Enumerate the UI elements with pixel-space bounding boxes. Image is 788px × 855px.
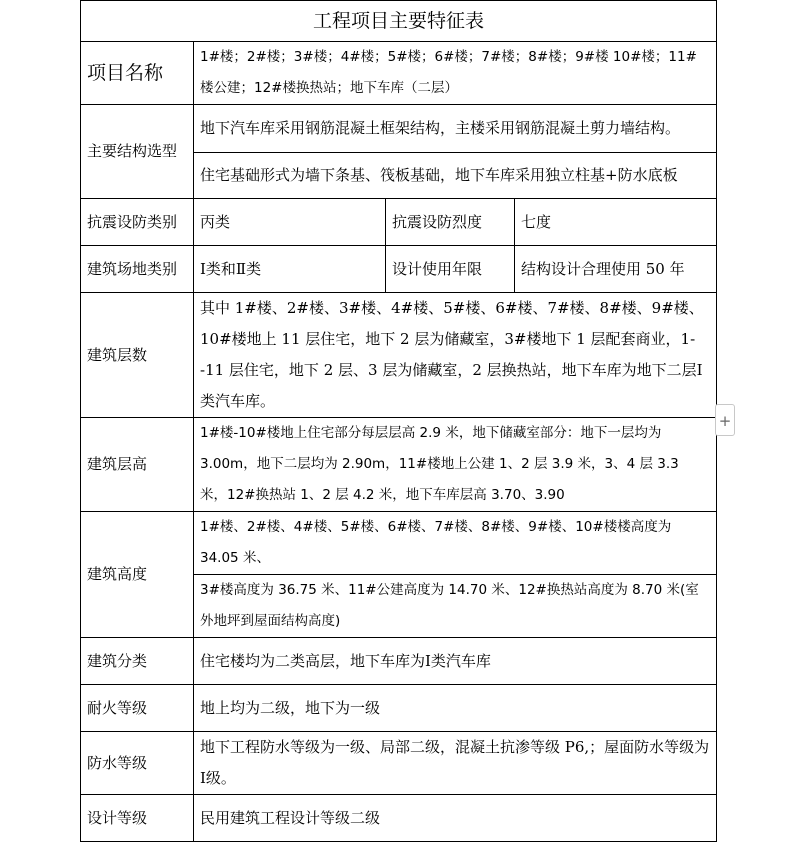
value-design-grade: 民用建筑工程设计等级二级 xyxy=(194,795,717,842)
value-floors: 其中 1#楼、2#楼、3#楼、4#楼、5#楼、6#楼、7#楼、8#楼、9#楼、10#楼地上 11 层住宅，地下 2 层为储藏室，3#楼地下 1 层配套商业，1--11 层住宅，地下 2 层、3 层为储藏室，2 层换热站，地下车库为地下二层Ⅰ类汽车库。 xyxy=(194,293,717,418)
label-seismic-intensity: 抗震设防烈度 xyxy=(386,199,515,246)
label-floors: 建筑层数 xyxy=(81,293,194,418)
label-seismic-category: 抗震设防类别 xyxy=(81,199,194,246)
label-building-height: 建筑高度 xyxy=(81,512,194,638)
label-fire-rating: 耐火等级 xyxy=(81,685,194,732)
value-structure-1: 地下汽车库采用钢筋混凝土框架结构，主楼采用钢筋混凝土剪力墙结构。 xyxy=(194,105,717,153)
label-service-life: 设计使用年限 xyxy=(386,246,515,293)
label-design-grade: 设计等级 xyxy=(81,795,194,842)
label-waterproof-rating: 防水等级 xyxy=(81,732,194,795)
value-site-category: Ⅰ类和Ⅱ类 xyxy=(194,246,386,293)
plus-icon[interactable]: + xyxy=(715,404,735,436)
value-service-life: 结构设计合理使用 50 年 xyxy=(515,246,717,293)
value-structure-2: 住宅基础形式为墙下条基、筏板基础，地下车库采用独立柱基+防水底板 xyxy=(194,153,717,199)
table-title: 工程项目主要特征表 xyxy=(81,1,717,42)
label-building-category: 建筑分类 xyxy=(81,638,194,685)
label-project-name: 项目名称 xyxy=(81,42,194,105)
value-fire-rating: 地上均为二级，地下为一级 xyxy=(194,685,717,732)
value-seismic-intensity: 七度 xyxy=(515,199,717,246)
value-building-height-1: 1#楼、2#楼、4#楼、5#楼、6#楼、7#楼、8#楼、9#楼、10#楼楼高度为 34.05 米、 xyxy=(194,512,717,575)
value-building-height-2: 3#楼高度为 36.75 米、11#公建高度为 14.70 米、12#换热站高度为 8.70 米(室外地坪到屋面结构高度) xyxy=(194,575,717,638)
value-storey-height: 1#楼-10#楼地上住宅部分每层层高 2.9 米，地下储藏室部分：地下一层均为 3.00m，地下二层均为 2.90m，11#楼地上公建 1、2 层 3.9 米，3、4 层 3.3 米，12#换热站 1、2 层 4.2 米，地下车库层高 3.70、3.90 xyxy=(194,418,717,512)
label-structure: 主要结构选型 xyxy=(81,105,194,199)
value-seismic-category: 丙类 xyxy=(194,199,386,246)
project-features-table xyxy=(80,0,717,842)
value-waterproof-rating: 地下工程防水等级为一级、局部二级，混凝土抗渗等级 P6,；屋面防水等级为Ⅰ级。 xyxy=(194,732,717,795)
value-project-name: 1#楼；2#楼；3#楼；4#楼；5#楼；6#楼；7#楼；8#楼；9#楼 10#楼；11#楼公建；12#楼换热站；地下车库（二层） xyxy=(194,42,717,105)
value-building-category: 住宅楼均为二类高层，地下车库为Ⅰ类汽车库 xyxy=(194,638,717,685)
label-site-category: 建筑场地类别 xyxy=(81,246,194,293)
label-storey-height: 建筑层高 xyxy=(81,418,194,512)
